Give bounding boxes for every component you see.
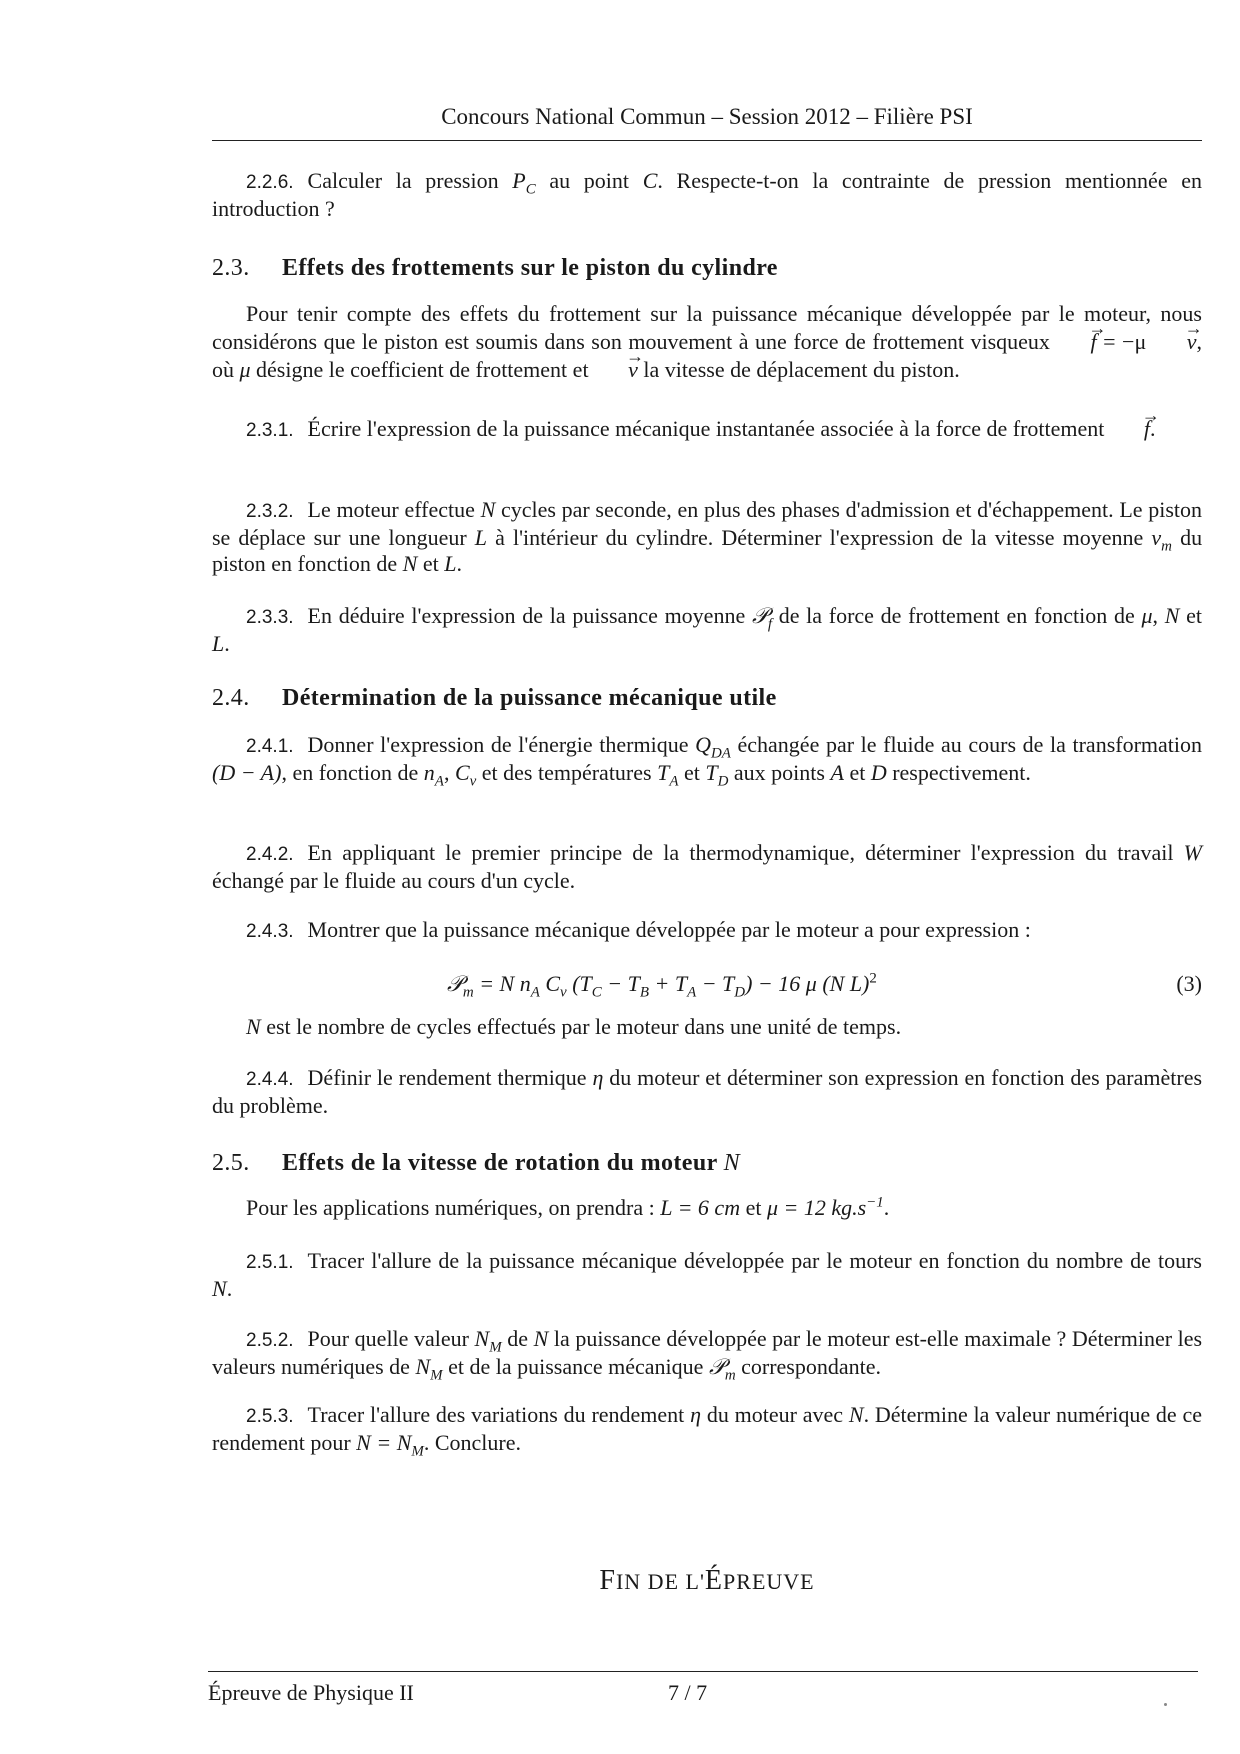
intro-2-3: Pour tenir compte des effets du frottement sur la puissance mécanique développée par le moteur, nous considérons que le piston est soumis dans son mouvement à une force de frottement visqueux → f = −μ → v, où μ désigne le coefficient de frottement et → v la vitesse de déplacement du piston. — [212, 300, 1202, 384]
question-2-4-4: 2.4.4. Définir le rendement thermique η du moteur et déterminer son expression en fonction des paramètres du problème. — [212, 1065, 1203, 1118]
section-title: Effets des frottements sur le piston du cylindre — [282, 255, 778, 281]
question-2-3-2: 2.3.2. Le moteur effectue N cycles par seconde, en plus des phases d'admission et d'échappement. Le piston se déplace sur une longueur L à l'intérieur du cylindre. Déterminer l'expression de la vitesse moyenne $v_m$ du piston en fonction de N et L. — [212, 497, 1203, 576]
question-number: 2.2.6. — [246, 172, 294, 193]
section-heading-2-5: 2.5. Effets de la vitesse de rotation du moteur N — [212, 1150, 741, 1176]
question-2-2-6: 2.2.6. Calculer la pression $P_C$ au point C. Respecte-t-on la contrainte de pression mentionnée en introduction ? — [212, 168, 1203, 221]
question-2-4-1: 2.4.1. Donner l'expression de l'énergie thermique $Q_{DA}$ échangée par le fluide au cours de la transformation (D − A), en fonction de $n_A$, $C_v$ et des températures $T_A$ et $T_D$ aux points A et D respectivement. — [212, 732, 1203, 790]
vector-v: → v — [1153, 328, 1197, 356]
header-rule — [212, 140, 1202, 141]
vector-f: → f — [1110, 415, 1150, 443]
vector-f: → f — [1056, 328, 1096, 356]
footer-rule — [208, 1671, 1198, 1672]
question-2-5-3: 2.5.3. Tracer l'allure des variations du rendement η du moteur avec N. Détermine la valeur numérique de ce rendement pour $N = N_M$. Conclure. — [212, 1402, 1202, 1460]
question-2-4-3: 2.4.3. Montrer que la puissance mécanique développée par le moteur a pour expression : — [246, 917, 1031, 942]
header-title: Concours National Commun – Session 2012 – Filière PSI — [441, 104, 973, 129]
section-heading-2-4: 2.4. Détermination de la puissance mécanique utile — [212, 685, 777, 711]
question-2-5-2: 2.5.2. Pour quelle valeur $N_M$ de N la puissance développée par le moteur est-elle maximale ? Déterminer les valeurs numériques de $N_M$ et de la puissance mécanique 𝒫$_m$ correspondante. — [212, 1326, 1203, 1384]
equation-body: 𝒫$_m$ = N $n_A$ $C_v$ $(T_C - T_B + T_A - T_D) - 16$ μ (N L)$^2$ — [447, 970, 877, 1001]
page-number: 7 / 7 — [668, 1680, 708, 1705]
vector-v: → v — [594, 356, 638, 384]
section-title: Effets de la vitesse de rotation du moteur — [282, 1150, 718, 1176]
question-2-5-1: 2.5.1. Tracer l'allure de la puissance mécanique développée par le moteur en fonction du nombre de tours N. — [212, 1248, 1202, 1301]
question-2-4-2: 2.4.2. En appliquant le premier principe de la thermodynamique, déterminer l'expression du travail W échangé par le fluide au cours d'un cycle. — [212, 840, 1202, 893]
after-equation-text: N est le nombre de cycles effectués par le moteur dans une unité de temps. — [246, 1014, 902, 1039]
end-of-exam: FIN DE L'ÉPREUVE — [599, 1565, 815, 1596]
numerical-values: Pour les applications numériques, on prendra : L = 6 cm et μ = 12 $kg.s^{-1}$. — [246, 1194, 890, 1220]
question-2-3-1: 2.3.1. Écrire l'expression de la puissance mécanique instantanée associée à la force de frottement → f. — [212, 415, 1202, 445]
equation-number: (3) — [1176, 971, 1202, 996]
question-2-3-3: 2.3.3. En déduire l'expression de la puissance moyenne 𝒫$_f$ de la force de frottement en fonction de μ, N et L. — [212, 603, 1203, 656]
section-title: Détermination de la puissance mécanique utile — [282, 685, 777, 711]
footer-exam-name: Épreuve de Physique II — [208, 1680, 414, 1705]
scan-speck — [1164, 1703, 1167, 1706]
section-heading-2-3: 2.3. Effets des frottements sur le piston du cylindre — [212, 255, 778, 281]
